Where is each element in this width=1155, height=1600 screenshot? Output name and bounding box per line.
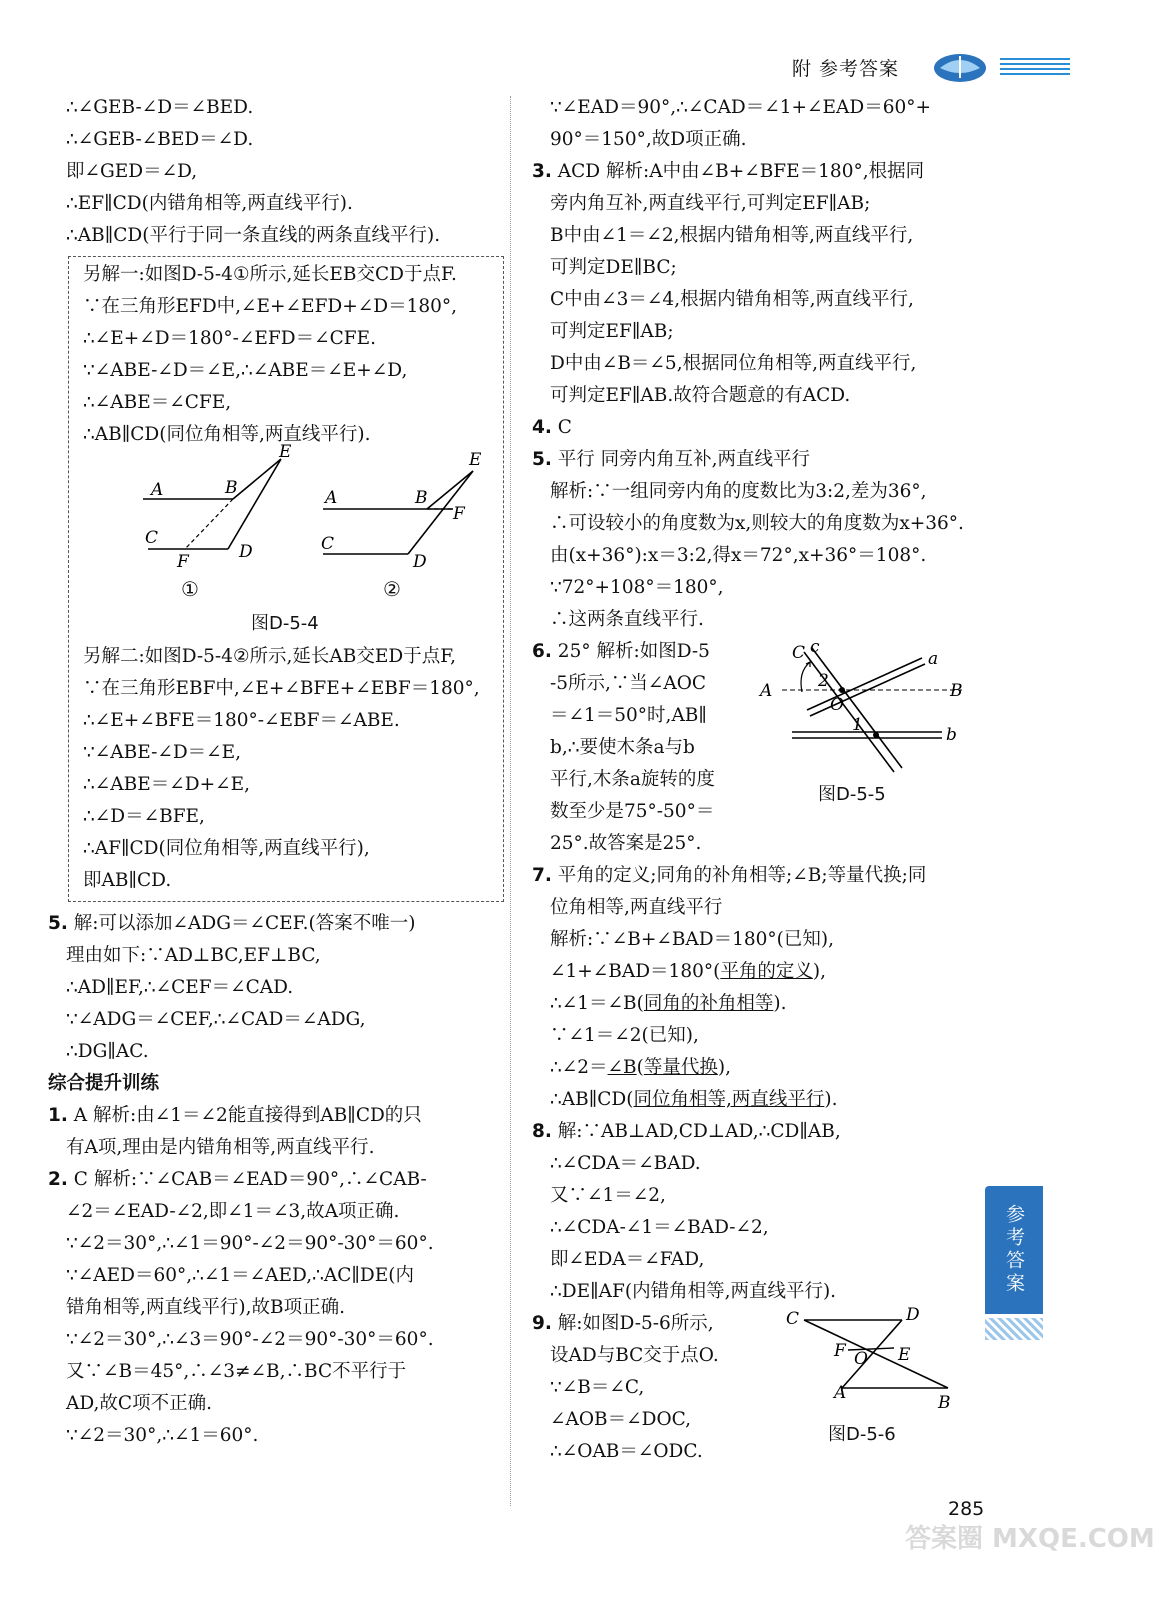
text-line: ∵72°+108°＝180°,: [550, 577, 724, 598]
text-line: ∴DE∥AF(内错角相等,两直线平行).: [550, 1281, 837, 1302]
text-line: ∵∠2＝30°,∴∠1＝90°-∠2＝90°-30°＝60°.: [66, 1233, 434, 1254]
side-tab-stripe: [985, 1318, 1043, 1340]
text-line: 即∠EDA＝∠FAD,: [550, 1249, 705, 1270]
text-line: 解:如图D-5-6所示,: [557, 1313, 714, 1334]
fig-label: B: [225, 478, 238, 498]
question-number: 8.: [532, 1121, 552, 1142]
text-line: ∵∠EAD＝90°,∴∠CAD＝∠1+∠EAD＝60°+: [550, 97, 932, 118]
text-line: ∴AF∥CD(同位角相等,两直线平行),: [83, 838, 370, 859]
text-line: 平行 同旁内角互补,两直线平行: [557, 449, 811, 470]
text-line: ∴AD∥EF,∴∠CEF＝∠CAD.: [66, 977, 294, 998]
fig-label: C: [145, 528, 159, 548]
fig-label: a: [928, 649, 939, 669]
fig-label: C: [786, 1309, 800, 1329]
text-line: -5所示,∵当∠AOC: [550, 673, 707, 694]
watermark: [895, 1488, 1155, 1598]
text-line: 理由如下:∵AD⊥BC,EF⊥BC,: [66, 945, 321, 966]
fig-label: F: [453, 504, 465, 524]
text-line: ∴∠ABE＝∠D+∠E,: [83, 774, 250, 795]
text-line: ＝∠1＝50°时,AB∥: [550, 705, 707, 726]
text-line: ∵∠ADG＝∠CEF,∴∠CAD＝∠ADG,: [66, 1009, 366, 1030]
question-number: 9.: [532, 1313, 552, 1334]
fig-label: C: [792, 643, 806, 663]
text-line: 可判定EF∥AB.故符合题意的有ACD.: [550, 385, 851, 406]
text-line: ∴∠E+∠BFE＝180°-∠EBF＝∠ABE.: [83, 710, 400, 731]
text-line: 又∵∠B＝45°,∴∠3≠∠B,∴BC不平行于: [66, 1361, 407, 1382]
fig-label: B: [950, 681, 963, 701]
figure-caption: 图D-5-4: [251, 613, 319, 634]
text-line: ∵∠ABE-∠D＝∠E,: [83, 742, 242, 763]
text-line: 即∠GED＝∠D,: [66, 161, 198, 182]
fig-label: c: [810, 637, 820, 657]
fig-label: E: [279, 442, 292, 462]
question-5-right: [532, 444, 1002, 636]
fig-caption-1: ①: [181, 577, 199, 601]
text-line: ∴∠E+∠D＝180°-∠EFD＝∠CFE.: [83, 328, 376, 349]
text-span: ),: [717, 1057, 731, 1078]
text-line: 设AD与BC交于点O.: [550, 1345, 719, 1366]
figure-d-5-6: [782, 1305, 982, 1418]
text-line: ∵∠AED＝60°,∴∠1＝∠AED,∴AC∥DE(内: [66, 1265, 414, 1286]
section-title: 综合提升训练: [48, 1073, 160, 1094]
question-5: [48, 908, 500, 1068]
text-line: ∴可设较小的角度数为x,则较大的角度数为x+36°.: [550, 513, 964, 534]
figure-d-5-5: [752, 637, 972, 770]
watermark-text: 答案圈 MXQE.COM: [905, 1524, 1155, 1554]
question-8: [532, 1116, 1002, 1308]
figure-caption: 图D-5-5: [818, 784, 886, 805]
text-line: 解析:∵∠B+∠BAD＝180°(已知),: [550, 929, 834, 950]
text-span: ∠1+∠BAD＝180°(: [550, 961, 721, 982]
text-line: 错角相等,两直线平行),故B项正确.: [66, 1297, 345, 1318]
fig-label: A: [151, 480, 164, 500]
answer-blank: 同位角相等,两直线平行: [633, 1089, 825, 1110]
text-span: ),: [812, 961, 826, 982]
text-line: ∴这两条直线平行.: [550, 609, 704, 630]
fig-label: D: [239, 542, 253, 562]
book-logo-icon: [930, 48, 990, 84]
text-line: 平行,木条a旋转的度: [550, 769, 715, 790]
text-line: 又∵∠1＝∠2,: [550, 1185, 666, 1206]
fig-label: A: [834, 1383, 847, 1403]
question-number: 6.: [532, 641, 552, 662]
text-line: 25° 解析:如图D-5: [557, 641, 710, 662]
text-line: ∵∠ABE-∠D＝∠E,∴∠ABE＝∠E+∠D,: [83, 360, 408, 381]
text-line: 可判定DE∥BC;: [550, 257, 677, 278]
text-line: 25°.故答案是25°.: [550, 833, 702, 854]
text-line: ∴∠CDA＝∠BAD.: [550, 1153, 701, 1174]
question-number: 5.: [48, 913, 68, 934]
text-line: 另解二:如图D-5-4②所示,延长AB交ED于点F,: [83, 646, 457, 667]
figure-d-5-4: [83, 442, 493, 641]
text-line: B中由∠1＝∠2,根据内错角相等,两直线平行,: [550, 225, 914, 246]
text-span: ∴∠2＝: [550, 1057, 608, 1078]
right-column: [532, 92, 1002, 1468]
text-line: ∵∠2＝30°,∴∠1＝60°.: [66, 1425, 259, 1446]
figure-caption: 图D-5-6: [828, 1424, 896, 1445]
answer-blank: 平角的定义: [720, 961, 813, 982]
text-line: AD,故C项不正确.: [66, 1393, 212, 1414]
question-9: [532, 1305, 1002, 1468]
fig-label: A: [325, 488, 338, 508]
answer-blank: 同角的补角相等: [643, 993, 774, 1014]
text-line: ∴∠GEB-∠BED＝∠D.: [66, 129, 254, 150]
fig-label: F: [177, 552, 189, 572]
fig-label: D: [906, 1305, 920, 1325]
fig-label: E: [898, 1345, 911, 1365]
header-title: 附 参考答案: [792, 58, 900, 80]
side-tab-reference-answers: 参考答案: [985, 1186, 1043, 1314]
text-line: 平角的定义;同角的补角相等;∠B;等量代换;同: [557, 865, 927, 886]
text-span: ∴AB∥CD(: [550, 1089, 634, 1110]
text-line: ∴∠GEB-∠D＝∠BED.: [66, 97, 254, 118]
text-line: [532, 956, 1002, 988]
text-line: C: [557, 417, 572, 438]
fig-label: C: [321, 534, 335, 554]
question-2: [48, 1164, 500, 1452]
left-column: [48, 92, 500, 1452]
alternative-solutions-box: [68, 256, 504, 902]
text-line: [532, 988, 1002, 1020]
fig-label: O: [830, 695, 844, 715]
text-line: 数至少是75°-50°＝: [550, 801, 715, 822]
question-number: 4.: [532, 417, 552, 438]
question-number: 5.: [532, 449, 552, 470]
text-line: 解:∵AB⊥AD,CD⊥AD,∴CD∥AB,: [557, 1121, 841, 1142]
text-line: [532, 1084, 1002, 1116]
text-line: ∠2＝∠EAD-∠2,即∠1＝∠3,故A项正确.: [66, 1201, 400, 1222]
figure-d-5-4-1: [103, 442, 303, 601]
question-number: 1.: [48, 1105, 68, 1126]
text-line: ∵∠2＝30°,∴∠3＝90°-∠2＝90°-30°＝60°.: [66, 1329, 434, 1350]
fig-label: D: [413, 552, 427, 572]
question-3: [532, 156, 1002, 412]
text-line: ∴∠D＝∠BFE,: [83, 806, 205, 827]
q2-continued: [532, 92, 1002, 156]
text-line: 可判定EF∥AB;: [550, 321, 674, 342]
text-line: ∵∠1＝∠2(已知),: [550, 1025, 699, 1046]
fig-caption-2: ②: [383, 577, 401, 601]
text-line: ∴EF∥CD(内错角相等,两直线平行).: [66, 193, 353, 214]
text-line: 由(x+36°):x＝3:2,得x＝72°,x+36°＝108°.: [550, 545, 927, 566]
page-header: [740, 48, 1070, 88]
fig-label: B: [938, 1393, 951, 1413]
proof-continued: [48, 92, 500, 252]
text-line: ∴AB∥CD(同位角相等,两直线平行).: [83, 424, 371, 445]
text-line: D中由∠B＝∠5,根据同位角相等,两直线平行,: [550, 353, 917, 374]
text-line: 旁内角互补,两直线平行,可判定EF∥AB;: [550, 193, 871, 214]
question-1: [48, 1100, 500, 1164]
text-line: 90°＝150°,故D项正确.: [550, 129, 747, 150]
fig-label: F: [834, 1341, 846, 1361]
text-line: 解析:∵一组同旁内角的度数比为3:2,差为36°,: [550, 481, 927, 502]
fig-label: 2: [818, 671, 829, 691]
text-span: ∴∠1＝∠B(: [550, 993, 644, 1014]
text-line: 位角相等,两直线平行: [550, 897, 723, 918]
text-line: 另解一:如图D-5-4①所示,延长EB交CD于点F.: [83, 264, 457, 285]
text-span: (: [636, 1057, 644, 1078]
figure-d-5-4-2: [303, 451, 503, 601]
header-stripes: [1000, 58, 1070, 78]
question-7: [532, 860, 1002, 1116]
text-line: 有A项,理由是内错角相等,两直线平行.: [66, 1137, 375, 1158]
question-4: [532, 412, 1002, 444]
text-line: ∵在三角形EBF中,∠E+∠BFE+∠EBF＝180°,: [83, 678, 480, 699]
text-line: b,∴要使木条a与b: [550, 737, 695, 758]
text-line: ∴DG∥AC.: [66, 1041, 149, 1062]
text-line: 即AB∥CD.: [83, 870, 172, 891]
answer-blank: ∠B: [607, 1057, 637, 1078]
text-line: C 解析:∵∠CAB＝∠EAD＝90°,∴∠CAB-: [73, 1169, 427, 1190]
text-line: [532, 1052, 1002, 1084]
fig-label: b: [946, 725, 957, 745]
text-line: ACD 解析:A中由∠B+∠BFE＝180°,根据同: [557, 161, 925, 182]
question-6: [532, 636, 1002, 860]
question-number: 7.: [532, 865, 552, 886]
text-line: 解:可以添加∠ADG＝∠CEF.(答案不唯一): [73, 913, 416, 934]
fig-label: B: [415, 488, 428, 508]
text-line: C中由∠3＝∠4,根据内错角相等,两直线平行,: [550, 289, 914, 310]
answer-blank: 等量代换: [643, 1057, 718, 1078]
page-number: 285: [948, 1498, 985, 1520]
column-divider: [510, 96, 511, 1506]
text-line: ∵∠B＝∠C,: [550, 1377, 645, 1398]
text-line: ∴∠CDA-∠1＝∠BAD-∠2,: [550, 1217, 769, 1238]
text-line: A 解析:由∠1＝∠2能直接得到AB∥CD的只: [73, 1105, 422, 1126]
text-line: ∴∠ABE＝∠CFE,: [83, 392, 232, 413]
fig-label: 1: [852, 715, 863, 735]
text-line: ∴∠OAB＝∠ODC.: [550, 1441, 703, 1462]
question-number: 3.: [532, 161, 552, 182]
text-span: ).: [773, 993, 787, 1014]
text-span: ).: [824, 1089, 838, 1110]
fig-label: O: [854, 1349, 868, 1369]
text-line: ∴AB∥CD(平行于同一条直线的两条直线平行).: [66, 225, 441, 246]
text-line: ∵在三角形EFD中,∠E+∠EFD+∠D＝180°,: [83, 296, 458, 317]
text-line: ∠AOB＝∠DOC,: [550, 1409, 691, 1430]
fig-label: A: [760, 681, 773, 701]
fig-label: E: [469, 450, 482, 470]
question-number: 2.: [48, 1169, 68, 1190]
